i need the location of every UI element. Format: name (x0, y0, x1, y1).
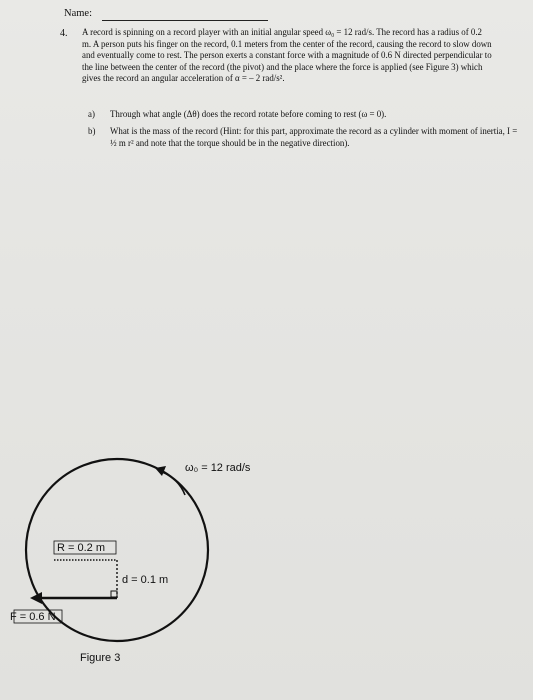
right-angle-marker (111, 591, 117, 597)
part-a-label: a) (88, 109, 95, 119)
distance-label: d = 0.1 m (122, 574, 169, 586)
question-text: A record is spinning on a record player with an initial angular speed ω₀ = 12 rad/s. The record has a radius of 0.2 m. A person puts his finger on the record, 0.1 meters from the center of the record, causing the record to slow down and eventually come to rest. The person exerts a constant force with a magnitude of 0.6 N directed perpendicular to the line between the center of the record (the pivot) and the place where the force is applied (see Figure 3) which gives the record an angular acceleration of α = – 2 rad/s². (82, 27, 492, 84)
part-b-text: What is the mass of the record (Hint: for this part, approximate the record as a cylinder with moment of inertia, I = ½ m r² and note that the torque should be in the negative direction). (110, 126, 518, 148)
part-b-label: b) (88, 126, 96, 136)
force-label: F = 0.6 N (10, 611, 56, 623)
radius-label: R = 0.2 m (57, 542, 105, 554)
rotation-arc (162, 472, 185, 495)
figure-caption: Figure 3 (80, 652, 121, 664)
omega-label: ω₀ = 12 rad/s (185, 462, 251, 474)
part-a-text: Through what angle (Δθ) does the record rotate before coming to rest (ω = 0). (110, 109, 387, 119)
question-number: 4. (60, 28, 68, 39)
name-label: Name: (64, 8, 92, 19)
